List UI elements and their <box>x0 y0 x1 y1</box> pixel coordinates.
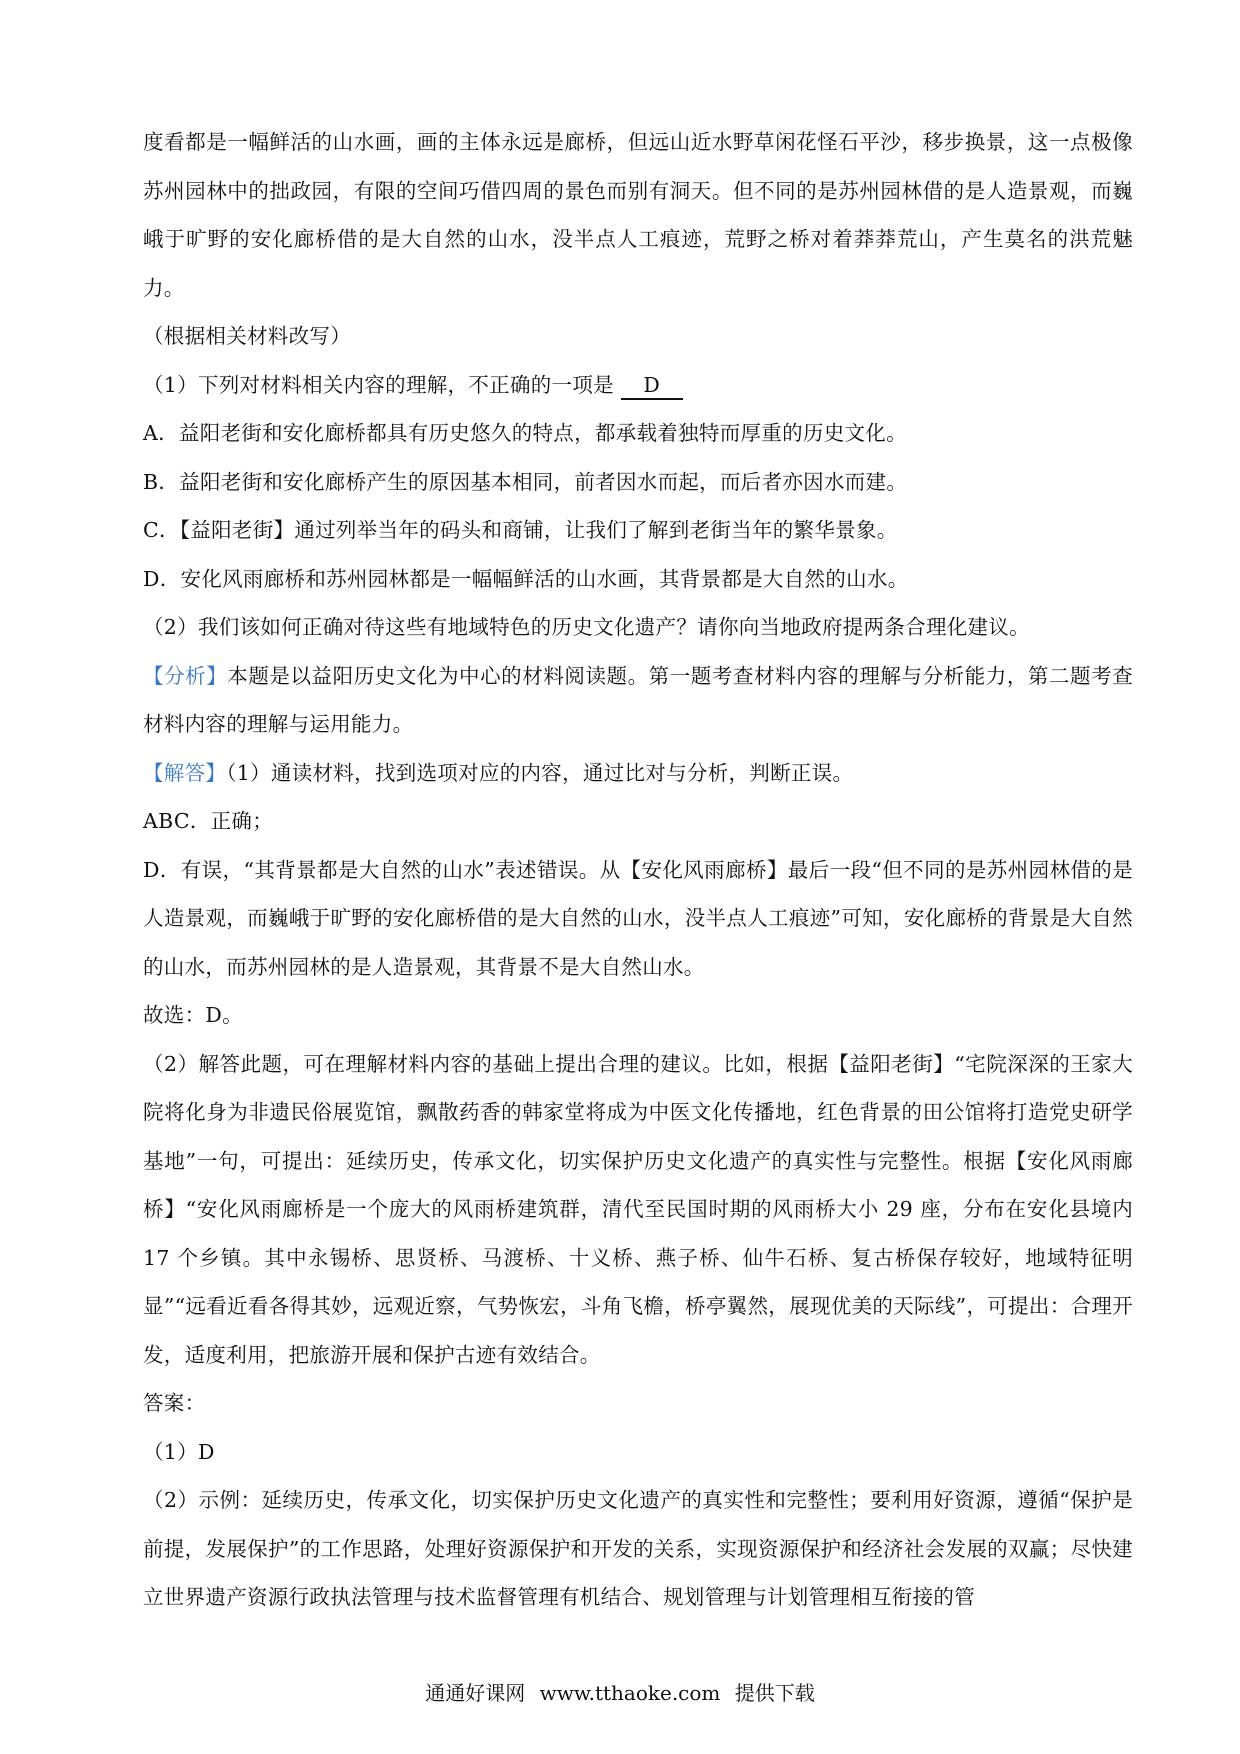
option-b: B．益阳老街和安化廊桥产生的原因基本相同，前者因水而起，而后者亦因水而建。 <box>143 469 908 494</box>
source-note: （根据相关材料改写） <box>143 324 351 348</box>
analysis-paragraph <box>143 652 1133 749</box>
footer-url: www.tthaoke.com <box>539 1681 721 1705</box>
paragraph-material: 度看都是一幅鲜活的山水画，画的主体永远是廊桥，但远山近水野草闲花怪石平沙，移步换景，这一点极像苏州园林中的拙政园，有限的空间巧借四周的景色而别有洞天。但不同的是苏州园林借的是人造景观，而巍峨于旷野的安化廊桥借的是大自然的山水，没半点人工痕迹，荒野之桥对着莽莽荒山，产生莫名的洪荒魅力。 <box>143 130 1133 300</box>
question-1 <box>143 361 1133 410</box>
footer-site-name: 通通好课网 <box>425 1681 526 1705</box>
question-1-answer-blank: D <box>621 372 683 400</box>
analysis-text: 本题是以益阳历史文化为中心的材料阅读题。第一题考查材料内容的理解与分析能力，第二题考查材料内容的理解与运用能力。 <box>143 663 1133 736</box>
abc-correct: ABC．正确； <box>143 809 274 833</box>
analysis-tag: 【分析】 <box>143 663 228 688</box>
answer-label: 答案： <box>143 1391 206 1415</box>
answer-1: （1）D <box>143 1439 215 1464</box>
choice-result: 故选：D。 <box>143 1003 243 1027</box>
option-d: D．安化风雨廊桥和苏州园林都是一幅幅鲜活的山水画，其背景都是大自然的山水。 <box>143 566 909 591</box>
answer-2: （2）示例：延续历史，传承文化，切实保护历史文化遗产的真实性和完整性；要利用好资源，遵循“保护是前提，发展保护”的工作思路，处理好资源保护和开发的关系，实现资源保护和经济社会发展的双赢；尽快建立世界遗产资源行政执法管理与技术监督管理有机结合、规划管理与计划管理相互衔接的管 <box>143 1488 1133 1609</box>
question-2-explanation: （2）解答此题，可在理解材料内容的基础上提出合理的建议。比如，根据【益阳老街】“宅院深深的王家大院将化身为非遗民俗展览馆，飘散药香的韩家堂将成为中医文化传播地，红色背景的田公馆将打造党史研学基地”一句，可提出：延续历史，传承文化，切实保护历史文化遗产的真实性与完整性。根据【安化风雨廊桥】“安化风雨廊桥是一个庞大的风雨桥建筑群，清代至民国时期的风雨桥大小 29 座，分布在安化县境内 17 个乡镇。其中永锡桥、思贤桥、马渡桥、十义桥、燕子桥、仙牛石桥、复古桥保存较好，地域特征明显”“远看近看各得其妙，远观近察，气势恢宏，斗角飞檐，桥亭翼然，展现优美的天际线”，可提出：合理开发，适度利用，把旅游开展和保护古迹有效结合。 <box>143 1051 1133 1367</box>
question-2: （2）我们该如何正确对待这些有地域特色的历史文化遗产？请你向当地政府提两条合理化建议。 <box>143 615 1030 639</box>
page-footer <box>0 1679 1240 1707</box>
answer-text: （1）通读材料，找到选项对应的内容，通过比对与分析，判断正误。 <box>226 760 854 785</box>
question-1-text: （1）下列对材料相关内容的理解，不正确的一项是 <box>143 372 614 397</box>
answer-paragraph <box>143 749 1133 798</box>
document-body <box>143 118 1133 1622</box>
footer-suffix: 提供下载 <box>734 1681 815 1705</box>
option-c: C．【益阳老街】通过列举当年的码头和商铺，让我们了解到老街当年的繁华景象。 <box>143 518 898 542</box>
answer-tag: 【解答】 <box>143 760 227 785</box>
d-explanation: D．有误，“其背景都是大自然的山水”表述错误。从【安化风雨廊桥】最后一段“但不同的是苏州园林借的是人造景观，而巍峨于旷野的安化廊桥借的是大自然的山水，没半点人工痕迹”可知，安化廊桥的背景是大自然的山水，而苏州园林的是人造景观，其背景不是大自然山水。 <box>143 857 1133 979</box>
option-a: A．益阳老街和安化廊桥都具有历史悠久的特点，都承载着独特而厚重的历史文化。 <box>143 421 907 445</box>
